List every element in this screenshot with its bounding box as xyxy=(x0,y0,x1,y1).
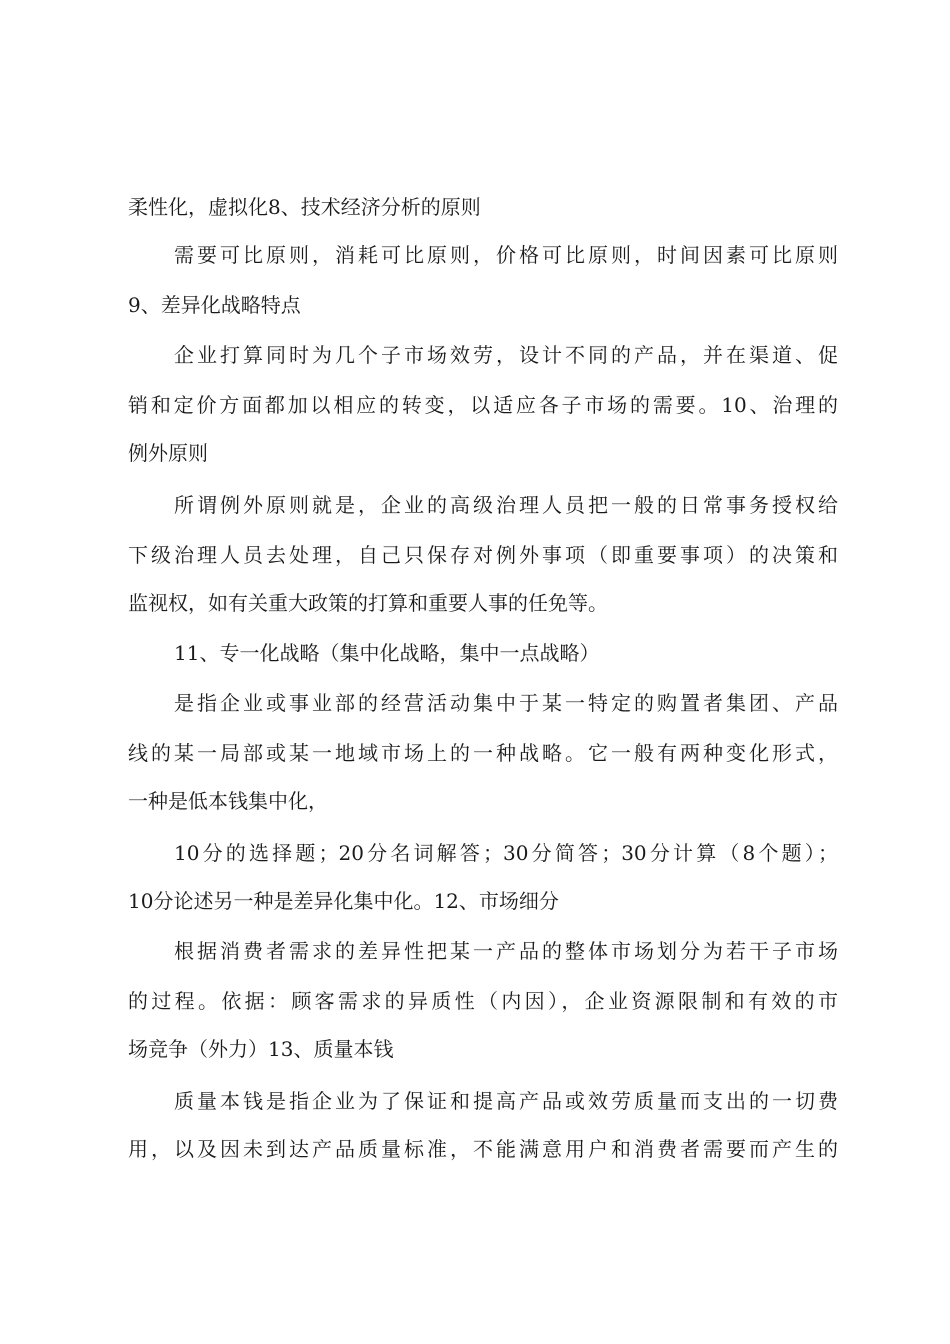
text-line: 9、差异化战略特点 xyxy=(128,293,301,317)
text-line: 10分论述另一种是差异化集中化。12、市场细分 xyxy=(128,889,559,913)
text-line: 柔性化，虚拟化8、技术经济分析的原则 xyxy=(128,195,481,219)
text-line: 线的某一局部或某一地域市场上的一种战略。它一般有两种变化形式， xyxy=(128,741,838,765)
text-line: 下级治理人员去处理，自己只保存对例外事项（即重要事项）的决策和 xyxy=(128,543,838,567)
text-line: 一种是低本钱集中化， xyxy=(128,789,328,813)
text-line: 用，以及因未到达产品质量标准，不能满意用户和消费者需要而产生的 xyxy=(128,1137,838,1161)
text-line: 所谓例外原则就是，企业的高级治理人员把一般的日常事务授权给 xyxy=(174,493,838,517)
text-line: 需要可比原则，消耗可比原则，价格可比原则，时间因素可比原则 xyxy=(174,243,838,267)
text-line: 场竞争（外力）13、质量本钱 xyxy=(128,1037,394,1061)
text-line: 监视权，如有关重大政策的打算和重要人事的任免等。 xyxy=(128,591,608,615)
text-line: 销和定价方面都加以相应的转变，以适应各子市场的需要。10、治理的 xyxy=(128,393,838,417)
text-line: 是指企业或事业部的经营活动集中于某一特定的购置者集团、产品 xyxy=(174,691,838,715)
text-line: 质量本钱是指企业为了保证和提高产品或效劳质量而支出的一切费 xyxy=(174,1089,838,1113)
text-line: 11、专一化战略（集中化战略，集中一点战略） xyxy=(174,641,600,665)
text-line: 的过程。依据：顾客需求的异质性（内因），企业资源限制和有效的市 xyxy=(128,989,838,1013)
text-line: 10分的选择题；20分名词解答；30分简答；30分计算（8个题）； xyxy=(174,841,838,865)
text-line: 例外原则 xyxy=(128,441,208,465)
text-line: 企业打算同时为几个子市场效劳，设计不同的产品，并在渠道、促 xyxy=(174,343,838,367)
text-line: 根据消费者需求的差异性把某一产品的整体市场划分为若干子市场 xyxy=(174,939,838,963)
